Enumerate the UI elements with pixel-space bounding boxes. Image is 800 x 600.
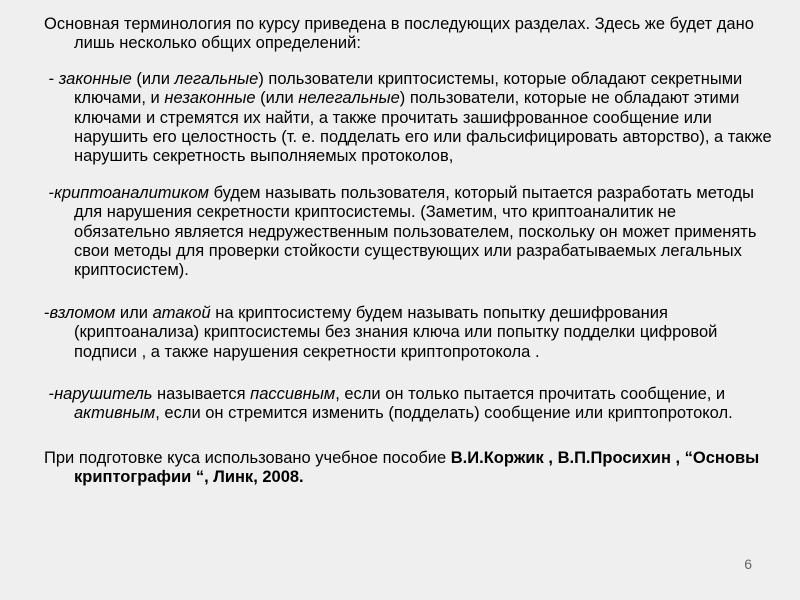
term-legal: законные xyxy=(58,70,132,88)
paragraph-violator xyxy=(44,385,774,424)
text-run: - xyxy=(44,385,55,403)
text-run: Основная терминология по курсу приведена в последующих разделах. Здесь же будет дано лишь несколько общих определений: xyxy=(44,15,759,53)
text-run: (или xyxy=(255,89,299,108)
term-illegal: незаконные xyxy=(164,89,256,108)
text-run: - xyxy=(44,184,55,202)
term-illegal-alt: нелегальные xyxy=(298,89,400,108)
text-run: будем называть пользователя, который пытается разработать методы для нарушения секретности криптосистемы. (Заметим, что криптоаналитик не обязательно является недружественным пользователем, поскольку он может применять свои методы для проверки стойкости существующих или разрабатываемых легальных криптосистем). xyxy=(74,184,762,280)
paragraph-source xyxy=(44,449,774,488)
text-run: (или xyxy=(131,70,175,88)
text-run: - xyxy=(44,304,50,322)
text-run: , если он только пытается прочитать сообщение, и xyxy=(335,385,730,403)
paragraph-legal-users xyxy=(44,70,777,166)
text-run: ) пользователи криптосистемы, которые обладают секретными ключами, и xyxy=(74,70,747,108)
page-number: 6 xyxy=(744,556,752,572)
term-active: активным xyxy=(74,404,156,423)
text-run: или xyxy=(115,304,153,322)
text-run: , если он стремится изменить (подделать) сообщение или криптопротокол. xyxy=(155,404,733,423)
text-run: на криптосистему будем называть попытку дешифрования (криптоанализа) криптосистемы без знания ключа или попытку подделки цифровой подписи , а также нарушения секретности криптопротокола . xyxy=(74,304,722,361)
term-violator: нарушитель xyxy=(54,385,153,403)
term-cryptanalyst: криптоаналитиком xyxy=(54,184,209,202)
term-passive: пассивным xyxy=(250,385,336,403)
paragraph-cryptanalyst xyxy=(44,184,774,280)
term-attack: атакой xyxy=(152,304,211,322)
term-break: взломом xyxy=(49,304,116,322)
text-run: При подготовке куса использовано учебное пособие xyxy=(44,449,451,467)
paragraph-attack xyxy=(44,304,774,362)
text-run: - xyxy=(44,70,59,88)
paragraph-intro xyxy=(44,15,774,54)
text-run: ) пользователи, которые не обладают этими ключами и стремятся их найти, а также прочитать зашифрованное сообщение или нарушить его целостность (т. е. подделать его или фальсифицировать авторство), а также нарушить секретность выполняемых протоколов, xyxy=(74,89,777,166)
text-run: называется xyxy=(152,385,251,403)
term-legal-alt: легальные xyxy=(174,70,259,88)
book-reference: В.И.Коржик , В.П.Просихин , “Основы криптографии “, Линк, 2008. xyxy=(74,449,764,487)
